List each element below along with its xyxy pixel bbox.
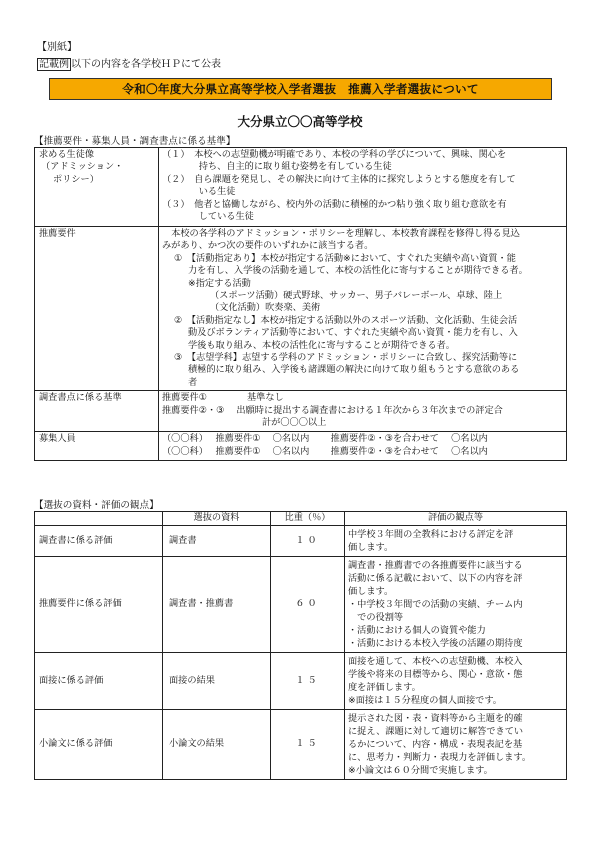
evaluation-cell: 提示された図・表・資料等から主題を的確 に捉え、課題に対して適切に解答できてい るかについて、内容・構成・表現表記を基 に、思考力・判断力・表現力を評価します。 ※小論文は６０分間で実施します。 xyxy=(345,710,567,780)
criteria-content: 推薦要件① 基準なし 推薦要件②・③ 出願時に提出する調査書における１年次から３年次までの評定合 計が〇〇〇以上 xyxy=(159,391,567,432)
school-name: 大分県立〇〇高等学校 xyxy=(237,114,363,129)
kisai-text: 以下の内容を各学校ＨＰにて公表 xyxy=(71,59,221,70)
kisai-box: 記載例 xyxy=(39,59,69,70)
criteria-label: 調査書点に係る基準 xyxy=(35,391,159,432)
admission-policy-label: 求める生徒像 （アドミッション・ ポリシー） xyxy=(35,148,159,227)
evaluation-table xyxy=(34,511,567,780)
table-row xyxy=(35,391,567,432)
admission-policy-content: （１） 本校への志望動機が明確であり、本校の学科の学びについて、興味、関心を 持ち、自主的に取り組む姿勢を有している生徒 （２） 自ら課題を発見し、その解決に向けて主体的に探究しようとする態度を有して いる生徒 （３） 他者と協働しながら、校内外の活動に積極的かつ粘り強く取り組む意欲を有 している生徒 xyxy=(159,148,567,227)
enrollment-content: （〇〇科） 推薦要件① 〇名以内 推薦要件②・③を合わせて 〇名以内 （〇〇科） 推薦要件① 〇名以内 推薦要件②・③を合わせて 〇名以内 xyxy=(159,432,567,461)
column-header: 選抜の資料 xyxy=(163,512,271,526)
table-row xyxy=(35,557,567,653)
category-cell: 推薦要件に係る評価 xyxy=(35,557,163,653)
table-row xyxy=(35,653,567,710)
table-row xyxy=(35,148,567,227)
weight-cell: １５ xyxy=(271,710,345,780)
kisai-line xyxy=(37,55,221,70)
material-cell: 面接の結果 xyxy=(163,653,271,710)
evaluation-cell: 面接を通して、本校への志望動機、本校入 学後や将来の目標等から、関心・意欲・態 度を評価します。 ※面接は１５分程度の個人面接です。 xyxy=(345,653,567,710)
weight-cell: １０ xyxy=(271,526,345,557)
table-row xyxy=(35,526,567,557)
enrollment-label: 募集人員 xyxy=(35,432,159,461)
column-header xyxy=(35,512,163,526)
section2-label: 【選抜の資料・評価の観点】 xyxy=(34,500,159,511)
section1-label: 【推薦要件・募集人員・調査書点に係る基準】 xyxy=(34,136,236,147)
table-row xyxy=(35,432,567,461)
evaluation-cell: 中学校３年間の全教科における評定を評 価します。 xyxy=(345,526,567,557)
evaluation-cell: 調査書・推薦書での各推薦要件に該当する 活動に係る記載において、以下の内容を評 価します。 ・中学校３年間での活動の実績、チーム内 での役割等 ・活動における個人の資質や能力 ・活動における本校入学後の活躍の期待度 xyxy=(345,557,567,653)
title-banner: 令和〇年度大分県立高等学校入学者選抜 推薦入学者選抜について xyxy=(49,78,552,100)
weight-cell: １５ xyxy=(271,653,345,710)
category-cell: 調査書に係る評価 xyxy=(35,526,163,557)
material-cell: 調査書・推薦書 xyxy=(163,557,271,653)
table-row xyxy=(35,227,567,391)
bekki-label: 【別紙】 xyxy=(37,42,77,53)
category-cell: 小論文に係る評価 xyxy=(35,710,163,780)
column-header: 評価の観点等 xyxy=(345,512,567,526)
column-header: 比重（％） xyxy=(271,512,345,526)
requirements-table xyxy=(34,147,567,461)
weight-cell: ６０ xyxy=(271,557,345,653)
material-cell: 小論文の結果 xyxy=(163,710,271,780)
table-header-row xyxy=(35,512,567,526)
material-cell: 調査書 xyxy=(163,526,271,557)
category-cell: 面接に係る評価 xyxy=(35,653,163,710)
requirements-content: 本校の各学科のアドミッション・ポリシーを理解し、本校教育課程を修得し得る見込 みがあり、かつ次の要件のいずれかに該当する者。 ① 【活動指定あり】本校が指定する活動※において、すぐれた実績や高い資質・能 力を有し、入学後の活動を通して、本校の活性化に寄与することが期待できる者。 ※指定する活動 （スポーツ活動）硬式野球、サッカー、男子バレーボール、卓球、陸上 （文化活動）吹奏楽、美術 ② 【活動指定なし】本校が指定する活動以外のスポーツ活動、文化活動、生徒会活 動及びボランティア活動等において、すぐれた実績や高い資質・能力を有し、入 学後も取り組み、本校の活性化に寄与することが期待できる者。 ③ 【志望学科】志望する学科のアドミッション・ポリシーに合致し、探究活動等に 積極的に取り組み、入学後も諸課題の解決に向けて取り組もうとする意欲のある 者 xyxy=(159,227,567,391)
requirements-label: 推薦要件 xyxy=(35,227,159,391)
table-row xyxy=(35,710,567,780)
